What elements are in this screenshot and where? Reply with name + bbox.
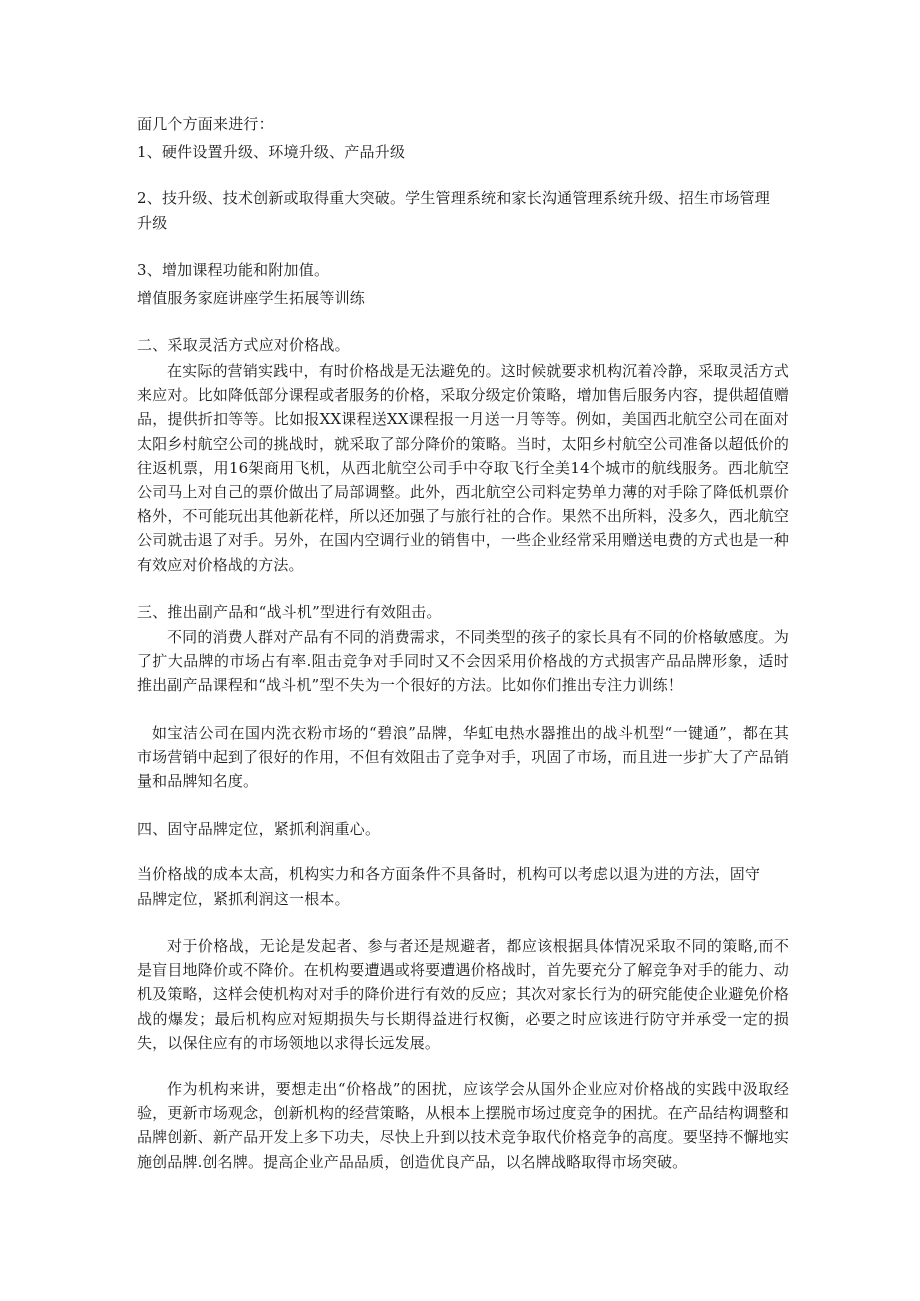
list-item-3-detail: 增值服务家庭讲座学生拓展等训练 [137, 289, 366, 307]
list-item-2-continued: 升级 [137, 214, 168, 232]
section-heading-4: 四、固守品牌定位，紧抓利润重心。 [137, 820, 381, 838]
price-war-strategy-paragraph: 对于价格战，无论是发起者、参与者还是规避者，都应该根据具体情况采取不同的策略,而不是盲目地降价或不降价。在机构要遭遇或将要遭遇价格战时，首先要充分了解竞争对手的能力、动机及策略，这样会使机构对对手的降价进行有效的反应；其次对家长行为的研究能使企业避免价格战的爆发；最后机构应对短期损失与长期得益进行权衡，必要之时应该进行防守并承受一定的损失，以保住应有的市场领地以求得长远发展。 [137, 937, 789, 1052]
list-item-1: 1、硬件设置升级、环境升级、产品升级 [137, 143, 406, 161]
conclusion-paragraph: 作为机构来讲，要想走出“价格战”的困扰，应该学会从国外企业应对价格战的实践中汲取经验，更新市场观念，创新机构的经营策略，从根本上摆脱市场过度竞争的困扰。在产品结构调整和品牌创新、新产品开发上多下功夫，尽快上升到以技术竞争取代价格竞争的高度。要坚持不懈地实施创品牌.创名牌。提高企业产品品质，创造优良产品，以名牌战略取得市场突破。 [137, 1080, 789, 1171]
section-3-example-paragraph: 如宝洁公司在国内洗衣粉市场的“碧浪”品牌，华虹电热水器推出的战斗机型“一键通”，都在其市场营销中起到了很好的作用，不但有效阻击了竞争对手，巩固了市场，而且进一步扩大了产品销量和品牌知名度。 [137, 724, 789, 791]
section-4-line-1: 当价格战的成本太高，机构实力和各方面条件不具备时，机构可以考虑以退为进的方法，固守 [137, 865, 761, 883]
list-item-2: 2、技升级、技术创新或取得重大突破。学生管理系统和家长沟通管理系统升级、招生市场管理 [137, 189, 770, 207]
intro-line: 面几个方面来进行： [137, 115, 274, 133]
list-item-3: 3、增加课程功能和附加值。 [137, 261, 330, 279]
section-heading-3: 三、推出副产品和“战斗机”型进行有效阻击。 [137, 603, 442, 621]
section-3-paragraph: 不同的消费人群对产品有不同的消费需求，不同类型的孩子的家长具有不同的价格敏感度。为了扩大品牌的市场占有率.阻击竞争对手同时又不会因采用价格战的方式损害产品品牌形象，适时推出副产品课程和“战斗机”型不失为一个很好的方法。比如你们推出专注力训练！ [137, 628, 789, 695]
section-heading-2: 二、采取灵活方式应对价格战。 [137, 336, 350, 354]
section-2-paragraph: 在实际的营销实践中，有时价格战是无法避免的。这时候就要求机构沉着冷静，采取灵活方式来应对。比如降低部分课程或者服务的价格，采取分级定价策略，增加售后服务内容，提供超值赠品，提供折扣等等。比如报XX课程送XX课程报一月送一月等等。例如，美国西北航空公司在面对太阳乡村航空公司的挑战时，就采取了部分降价的策略。当时，太阳乡村航空公司准备以超低价的往返机票，用16架商用飞机，从西北航空公司手中夺取飞行全美14个城市的航线服务。西北航空公司马上对自己的票价做出了局部调整。此外，西北航空公司料定势单力薄的对手除了降低机票价格外，不可能玩出其他新花样，所以还加强了与旅行社的合作。果然不出所料，没多久，西北航空公司就击退了对手。另外，在国内空调行业的销售中，一些企业经常采用赠送电费的方式也是一种有效应对价格战的方法。 [137, 362, 789, 574]
section-4-line-2: 品牌定位，紧抓利润这一根本。 [137, 890, 350, 908]
